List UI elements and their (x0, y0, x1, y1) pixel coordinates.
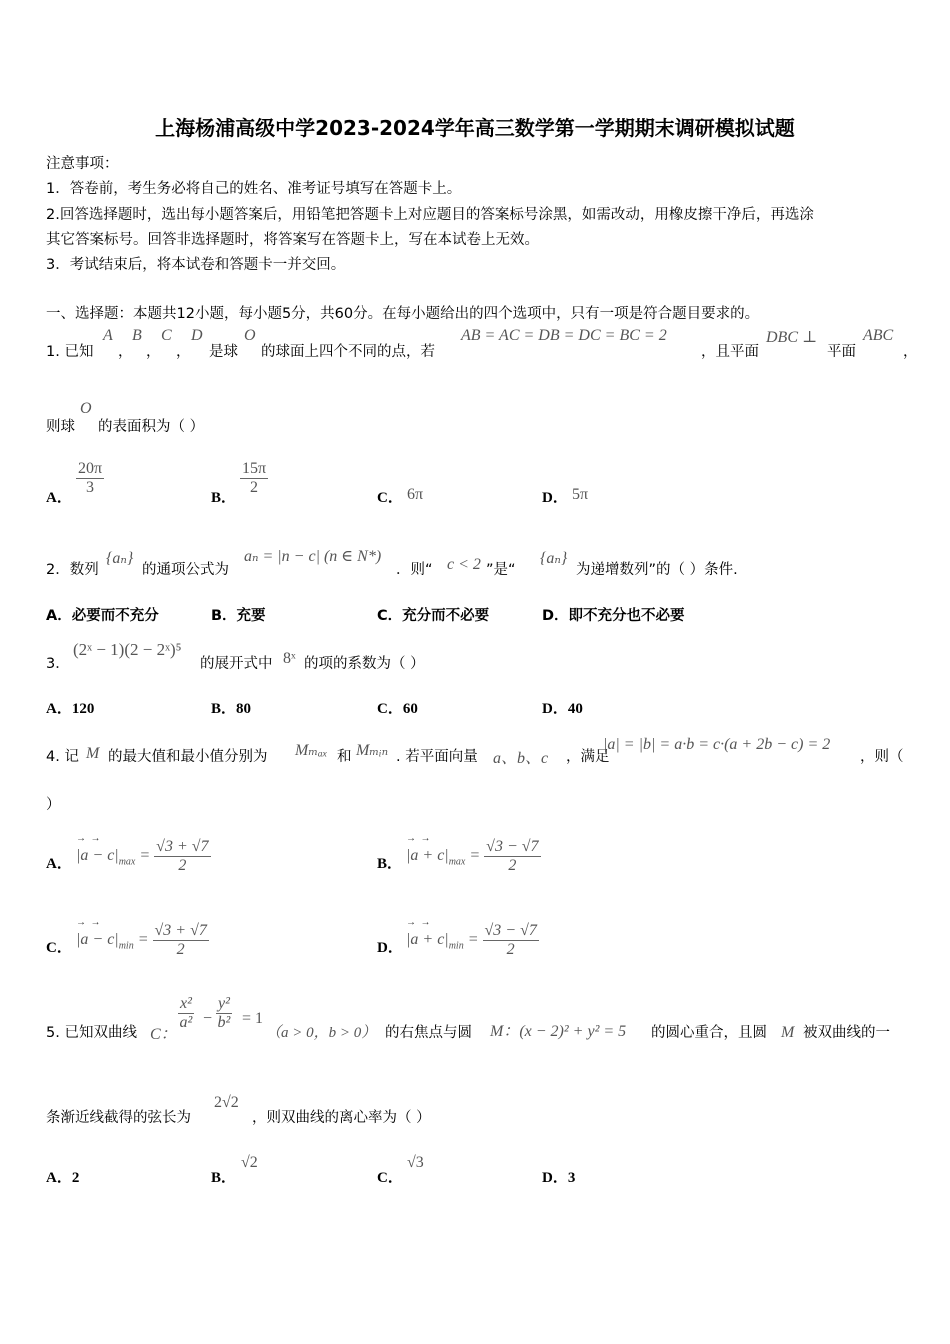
q1-sphere-o: O (244, 327, 256, 344)
q3-option-c[interactable]: C．60 (377, 701, 418, 717)
q1-text-4: ，且平面 (701, 344, 759, 360)
q4-condition: |a| = |b| = a·b = c·(a + 2b − c) = 2 (603, 736, 831, 753)
q3-option-d[interactable]: D．40 (542, 701, 583, 717)
notice-item-2: 2.回答选择题时，选出每小题答案后，用铅笔把答题卡上对应题目的答案标号涂黑，如需改动，用橡皮擦干净后，再选涂 (46, 207, 814, 223)
q3-text-2: 的展开式中 (200, 656, 273, 672)
q2-text-3: ．则“ (396, 562, 433, 578)
q5-eq-one: = 1 (242, 1010, 264, 1027)
q2-formula: aₙ = |n − c| (n ∈ N*) (244, 548, 382, 565)
q3-option-a[interactable]: A．120 (46, 701, 95, 717)
q4-option-a-value[interactable]: → → $|a - c|_{max}$ = $\frac{√3 + √7}{2}$ (76, 833, 209, 874)
q4-option-d-label[interactable]: D． (377, 940, 403, 956)
q5-option-c-value[interactable]: √3 (407, 1154, 424, 1171)
q5-text-3: 的圆心重合，且圆 (651, 1025, 767, 1041)
q1-option-c-value[interactable]: 6π (407, 486, 424, 503)
q4-option-b-value[interactable]: → → $|a + c|_{max}$ = $\frac{√3 - √7}{2}$ (406, 833, 539, 874)
notice-heading: 注意事项： (46, 156, 119, 172)
q3-option-b[interactable]: B．80 (211, 701, 252, 717)
q4-option-c-value[interactable]: → → $|a - c|_{min}$ = $\frac{√3 + √7}{2}$ (76, 917, 207, 958)
q5-text-1: 5. 已知双曲线 (46, 1025, 137, 1041)
q4-option-c-label[interactable]: C． (46, 940, 72, 956)
q5-line2-a: 条渐近线截得的弦长为 (46, 1110, 191, 1126)
q4-text-2: 的最大值和最小值分别为 (108, 749, 268, 765)
q4-text-1: 4. 记 (46, 749, 79, 765)
q2-text-4: ”是“ (486, 562, 516, 578)
q1-point-a: A (103, 327, 113, 344)
q4-text-6: ，则（ (860, 749, 904, 765)
q5-option-b-label[interactable]: B． (211, 1170, 237, 1186)
q5-frac-x: $\frac{\text{x²}}{\text{a²}}$ (179, 995, 193, 1031)
q1-text-5: 平面 (827, 344, 856, 360)
q1-option-d-value[interactable]: 5π (572, 486, 589, 503)
q2-sequence: {aₙ} (106, 550, 134, 567)
q4-text-3: 和 (337, 749, 352, 765)
q3-text-3: 的项的系数为（ ） (304, 656, 425, 672)
q1-option-a-label[interactable]: A． (46, 490, 72, 506)
q1-text-1: 1. 已知 (46, 344, 94, 360)
q5-curve-c: C： (150, 1026, 177, 1043)
q4-option-b-label[interactable]: B． (377, 856, 403, 872)
q5-text-4: 被双曲线的一 (803, 1025, 890, 1041)
q2-condition: c < 2 (447, 556, 481, 573)
notice-item-2-cont: 其它答案标号。回答非选择题时，将答案写在答题卡上，写在本试卷上无效。 (46, 232, 539, 248)
q4-m-min: Mₘᵢₙ (356, 742, 389, 759)
q5-chord-length: 2√2 (214, 1094, 239, 1111)
q1-line2-b: 的表面积为（ ） (98, 419, 205, 435)
q1-plane-abc: ABC (863, 327, 894, 344)
q1-option-b-label[interactable]: B． (211, 490, 237, 506)
q5-frac-y: $\frac{\text{y²}}{\text{b²}}$ (217, 995, 231, 1031)
q2-option-b[interactable]: B．充要 (211, 608, 266, 624)
q2-option-a[interactable]: A．必要而不充分 (46, 608, 159, 624)
q4-option-a-label[interactable]: A． (46, 856, 72, 872)
q4-line2: ） (46, 797, 61, 813)
q3-text-1: 3． (46, 656, 70, 672)
q4-text-5: ，满足 (566, 749, 610, 765)
q1-text-6: ， (903, 344, 918, 360)
q1-text-2: 是球 (209, 344, 238, 360)
q5-line2-b: ，则双曲线的离心率为（ ） (252, 1110, 431, 1126)
section-heading: 一、选择题：本题共12小题，每小题5分，共60分。在每小题给出的四个选项中，只有一项是符合题目要求的。 (46, 306, 760, 322)
q1-option-b-value[interactable]: $\frac{15\pi}{2}$ (242, 460, 267, 496)
q1-plane-dbc: DBC ⊥ (766, 329, 818, 346)
q1-point-c: C (161, 327, 172, 344)
q5-option-c-label[interactable]: C． (377, 1170, 403, 1186)
q4-m: M (86, 745, 100, 762)
q1-line2-a: 则球 (46, 419, 75, 435)
q5-text-2: 的右焦点与圆 (385, 1025, 472, 1041)
q1-point-b: B (132, 327, 142, 344)
q5-circle: M：(x − 2)² + y² = 5 (490, 1023, 627, 1040)
notice-item-1: 1．答卷前，考生务必将自己的姓名、准考证号填写在答题卡上。 (46, 181, 462, 197)
q2-option-c[interactable]: C．充分而不必要 (377, 608, 490, 624)
q2-sequence-2: {aₙ} (540, 550, 568, 567)
q2-option-d[interactable]: D．即不充分也不必要 (542, 608, 685, 624)
q3-expression: (2ˣ − 1)(2 − 2ˣ)⁵ (73, 640, 182, 659)
q1-sphere-o-2: O (80, 400, 92, 417)
q4-option-d-value[interactable]: → → $|a + c|_{min}$ = $\frac{√3 - √7}{2}$ (406, 917, 537, 958)
q1-option-a-value[interactable]: $\frac{20\pi}{3}$ (78, 460, 103, 496)
q1-text-3: 的球面上四个不同的点，若 (261, 344, 435, 360)
q5-condition: （a > 0，b > 0） (266, 1025, 377, 1041)
q5-option-d[interactable]: D．3 (542, 1170, 576, 1186)
q5-option-a[interactable]: A．2 (46, 1170, 80, 1186)
q2-text-2: 的通项公式为 (142, 562, 229, 578)
q3-term: 8ˣ (283, 650, 296, 667)
notice-item-3: 3．考试结束后，将本试卷和答题卡一并交回。 (46, 257, 346, 273)
q1-point-d: D (191, 327, 203, 344)
q4-text-4: . 若平面向量 (396, 749, 478, 765)
q1-option-c-label[interactable]: C． (377, 490, 403, 506)
q5-minus: − (203, 1010, 213, 1027)
q1-option-d-label[interactable]: D． (542, 490, 568, 506)
q2-text-1: 2．数列 (46, 562, 99, 578)
q4-vectors: a、b、c (493, 750, 549, 767)
q1-equation: AB = AC = DB = DC = BC = 2 (461, 327, 667, 344)
q4-m-max: Mₘₐₓ (295, 742, 328, 759)
q5-circle-m: M (781, 1024, 795, 1041)
page-title: 上海杨浦高级中学2023-2024学年高三数学第一学期期末调研模拟试题 (155, 116, 795, 140)
q2-text-5: 为递增数列”的（ ）条件. (576, 562, 738, 578)
q5-option-b-value[interactable]: √2 (241, 1154, 258, 1171)
